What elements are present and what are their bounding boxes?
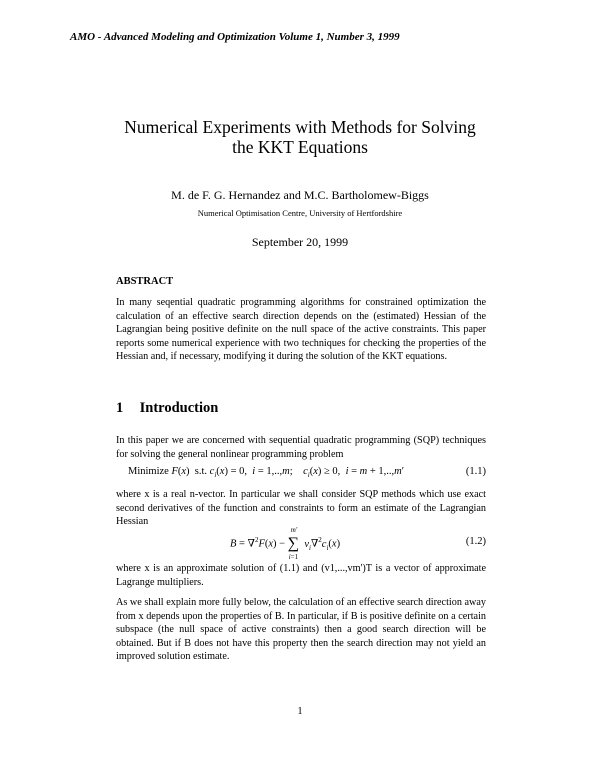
authors: M. de F. G. Hernandez and M.C. Bartholomew-Biggs [171, 188, 429, 202]
equation-1-2-body: B = ∇$^2$F(x) − m′ ∑ i=1 $v_i\nabla^2c_i(x)$ [230, 526, 341, 562]
paper-title-line-2: the KKT Equations [232, 137, 368, 157]
journal-header: AMO - Advanced Modeling and Optimization Volume 1, Number 3, 1999 [70, 31, 400, 43]
paper-title-line-1: Numerical Experiments with Methods for Solving [124, 117, 476, 137]
page-number: 1 [297, 706, 303, 717]
intro-paragraph-3: where x is an approximate solution of (1.1) and (v1,...,vm')T is a vector of approximate Lagrange multipliers. [116, 563, 486, 588]
affiliation: Numerical Optimisation Centre, University of Hertfordshire [197, 208, 403, 218]
summation-symbol: m′ ∑ i=1 [287, 526, 300, 562]
section-title: Introduction [139, 400, 219, 416]
intro-paragraph-2: where x is a real n-vector. In particular we shall consider SQP methods which use exact second derivatives of the function and constraints to form an estimate of the Lagrangian Hessian [116, 489, 486, 528]
equation-1-2 [230, 526, 486, 562]
equation-1-1 [128, 466, 486, 479]
section-heading [116, 400, 218, 417]
section-number: 1 [116, 400, 124, 416]
equation-1-2-number: (1.2) [465, 536, 486, 547]
intro-paragraph-1: In this paper we are concerned with sequential quadratic programming (SQP) techniques for solving the general nonlinear programming problem [116, 435, 486, 460]
equation-1-1-body: Minimize F(x) s.t. $c_i(x) = 0$, i = 1,..,m; $c_i(x) \ge 0$, i = m + 1,..,m′ [128, 466, 405, 480]
equation-1-1-number: (1.1) [465, 466, 486, 477]
abstract-heading: ABSTRACT [116, 276, 174, 287]
intro-paragraph-4: As we shall explain more fully below, the calculation of an effective search direction away from x depends upon the properties of B. In particular, if B is positive definite on a certain subspace (the null space of active constraints) then a good search direction will be obtained. But if B does not have this property then the search direction may not yield an improved solution estimate. [116, 597, 486, 663]
paper-date: September 20, 1999 [251, 235, 349, 249]
abstract-text: In many seqential quadratic programming algorithms for constrained optimization the calculation of an effective search direction depends on the (estimated) Hessian of the Lagrangian being positive definite on the null space of the active constraints. This paper reports some numerical experience with two techniques for checking the properties of the Hessian and, if necessary, modifying it during the solution of the KKT equations. [116, 297, 486, 363]
